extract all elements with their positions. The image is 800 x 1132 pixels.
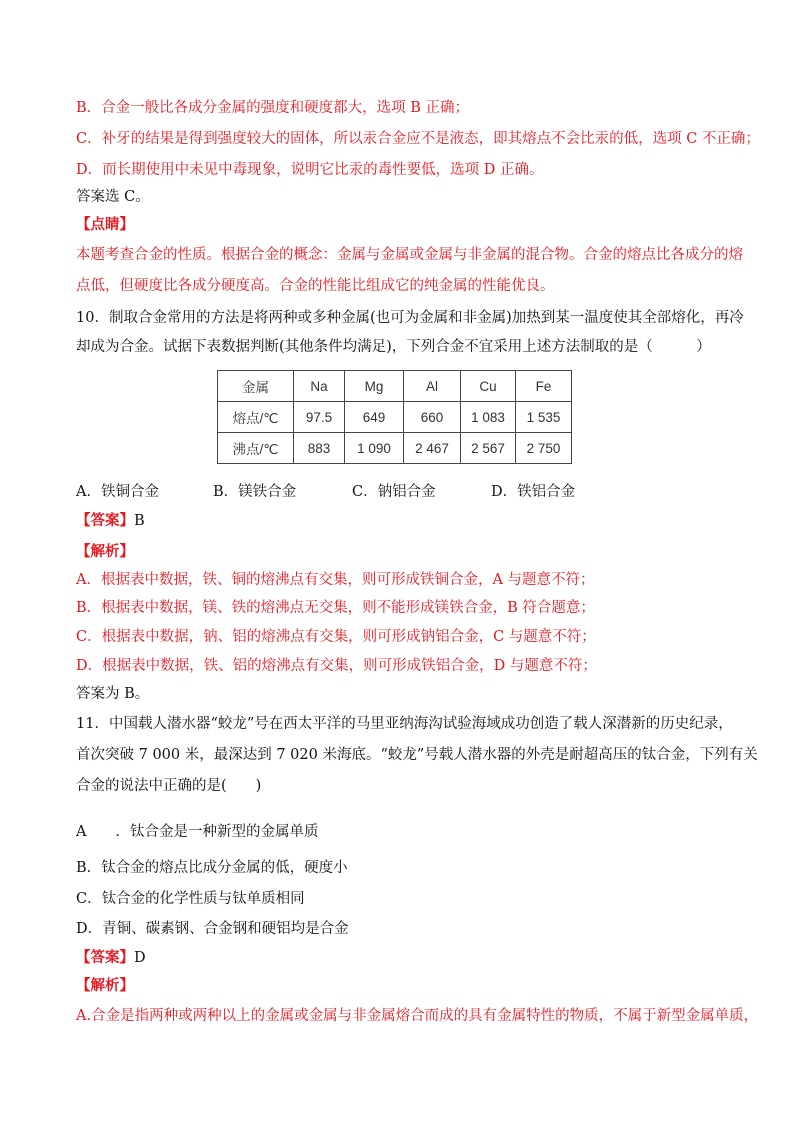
table-cell: 97.5 [294,402,345,433]
table-header-cell: 金属 [218,371,294,402]
q10-option-b: B．镁铁合金 [213,484,297,500]
table-cell: 2 467 [404,433,461,464]
q10-analysis-b: B．根据表中数据，镁、铁的熔沸点无交集，则不能形成镁铁合金，B 符合题意； [76,600,595,616]
q10-answer-tag: 【答案】 [76,512,134,529]
q10-analysis-c: C．根据表中数据，钠、铝的熔沸点有交集，则可形成钠铝合金，C 与题意不符； [76,629,596,645]
table-cell: 1 090 [345,433,404,464]
q9-analysis-c: C．补牙的结果是得到强度较大的固体，所以汞合金应不是液态，即其熔点不会比汞的低，选项 C 不正确； [76,131,760,147]
q11-analysis-tag: 【解析】 [76,977,134,994]
q11-option-a: A ．钛合金是一种新型的金属单质 [76,824,319,840]
q9-analysis-d: D．而长期使用中未见中毒现象，说明它比汞的毒性要低，选项 D 正确。 [76,162,544,178]
q11-option-c: C．钛合金的化学性质与钛单质相同 [76,891,305,907]
table-header-cell: Cu [461,371,516,402]
q9-answer: 答案选 C。 [76,189,150,205]
q10-conclusion: 答案为 B。 [76,686,150,702]
q10-answer-value: B [134,513,145,529]
q9-comment-tag: 【点睛】 [76,216,134,233]
q10-option-d: D．铁铝合金 [491,484,576,500]
q10-answer [76,511,145,531]
q11-answer-tag: 【答案】 [76,949,134,966]
q10-option-a: A．铁铜合金 [76,484,159,500]
table-header-cell: Na [294,371,345,402]
q9-comment-line-1: 本题考查合金的性质。根据合金的概念：金属与金属或金属与非金属的混合物。合金的熔点比各成分的熔 [76,247,743,263]
table-cell: 2 750 [516,433,572,464]
table-header-row [218,371,572,402]
q11-stem-line-3: 合金的说法中正确的是( ) [76,778,262,794]
q11-stem-line-2: 首次突破 7 000 米，最深达到 7 020 米海底。“蛟龙”号载人潜水器的外壳是耐超高压的钛合金，下列有关 [76,747,758,763]
q9-comment-line-2: 点低，但硬度比各成分硬度高。合金的性能比组成它的纯金属的性能优良。 [76,278,555,294]
q9-analysis-b: B．合金一般比各成分金属的强度和硬度都大，选项 B 正确； [76,100,470,116]
table-cell: 660 [404,402,461,433]
table-cell: 1 083 [461,402,516,433]
q10-analysis-d: D．根据表中数据，铁、铝的熔沸点有交集，则可形成铁铝合金，D 与题意不符； [76,658,597,674]
table-header-cell: Mg [345,371,404,402]
table-cell: 649 [345,402,404,433]
table-row [218,433,572,464]
table-cell: 熔点/℃ [218,402,294,433]
q10-stem-line-1: 10．制取合金常用的方法是将两种或多种金属(也可为金属和非金属)加热到某一温度使其全部熔化，再冷 [76,310,744,326]
q11-answer-value: D [134,950,146,966]
q11-option-d: D．青铜、碳素钢、合金钢和硬铝均是合金 [76,921,349,937]
q11-option-b: B．钛合金的熔点比成分金属的低，硬度小 [76,860,348,876]
q10-stem-line-2: 却成为合金。试据下表数据判断(其他条件均满足)，下列合金不宜采用上述方法制取的是（ ） [76,339,711,355]
q10-analysis-tag: 【解析】 [76,543,134,560]
q11-stem-line-1: 11．中国载人潜水器“蛟龙”号在西太平洋的马里亚纳海沟试验海域成功创造了载人深潜新的历史纪录， [76,716,733,732]
q11-answer [76,948,146,968]
q10-option-c: C．钠铝合金 [352,484,436,500]
table-header-cell: Fe [516,371,572,402]
table-cell: 沸点/℃ [218,433,294,464]
q11-analysis-a: A.合金是指两种或两种以上的金属或金属与非金属熔合而成的具有金属特性的物质，不属于新型金属单质， [76,1008,759,1024]
table-cell: 2 567 [461,433,516,464]
table-row [218,402,572,433]
melting-boiling-point-table [217,370,572,464]
table-cell: 1 535 [516,402,572,433]
q10-analysis-a: A．根据表中数据，铁、铜的熔沸点有交集，则可形成铁铜合金，A 与题意不符； [76,572,595,588]
table-header-cell: Al [404,371,461,402]
table-cell: 883 [294,433,345,464]
